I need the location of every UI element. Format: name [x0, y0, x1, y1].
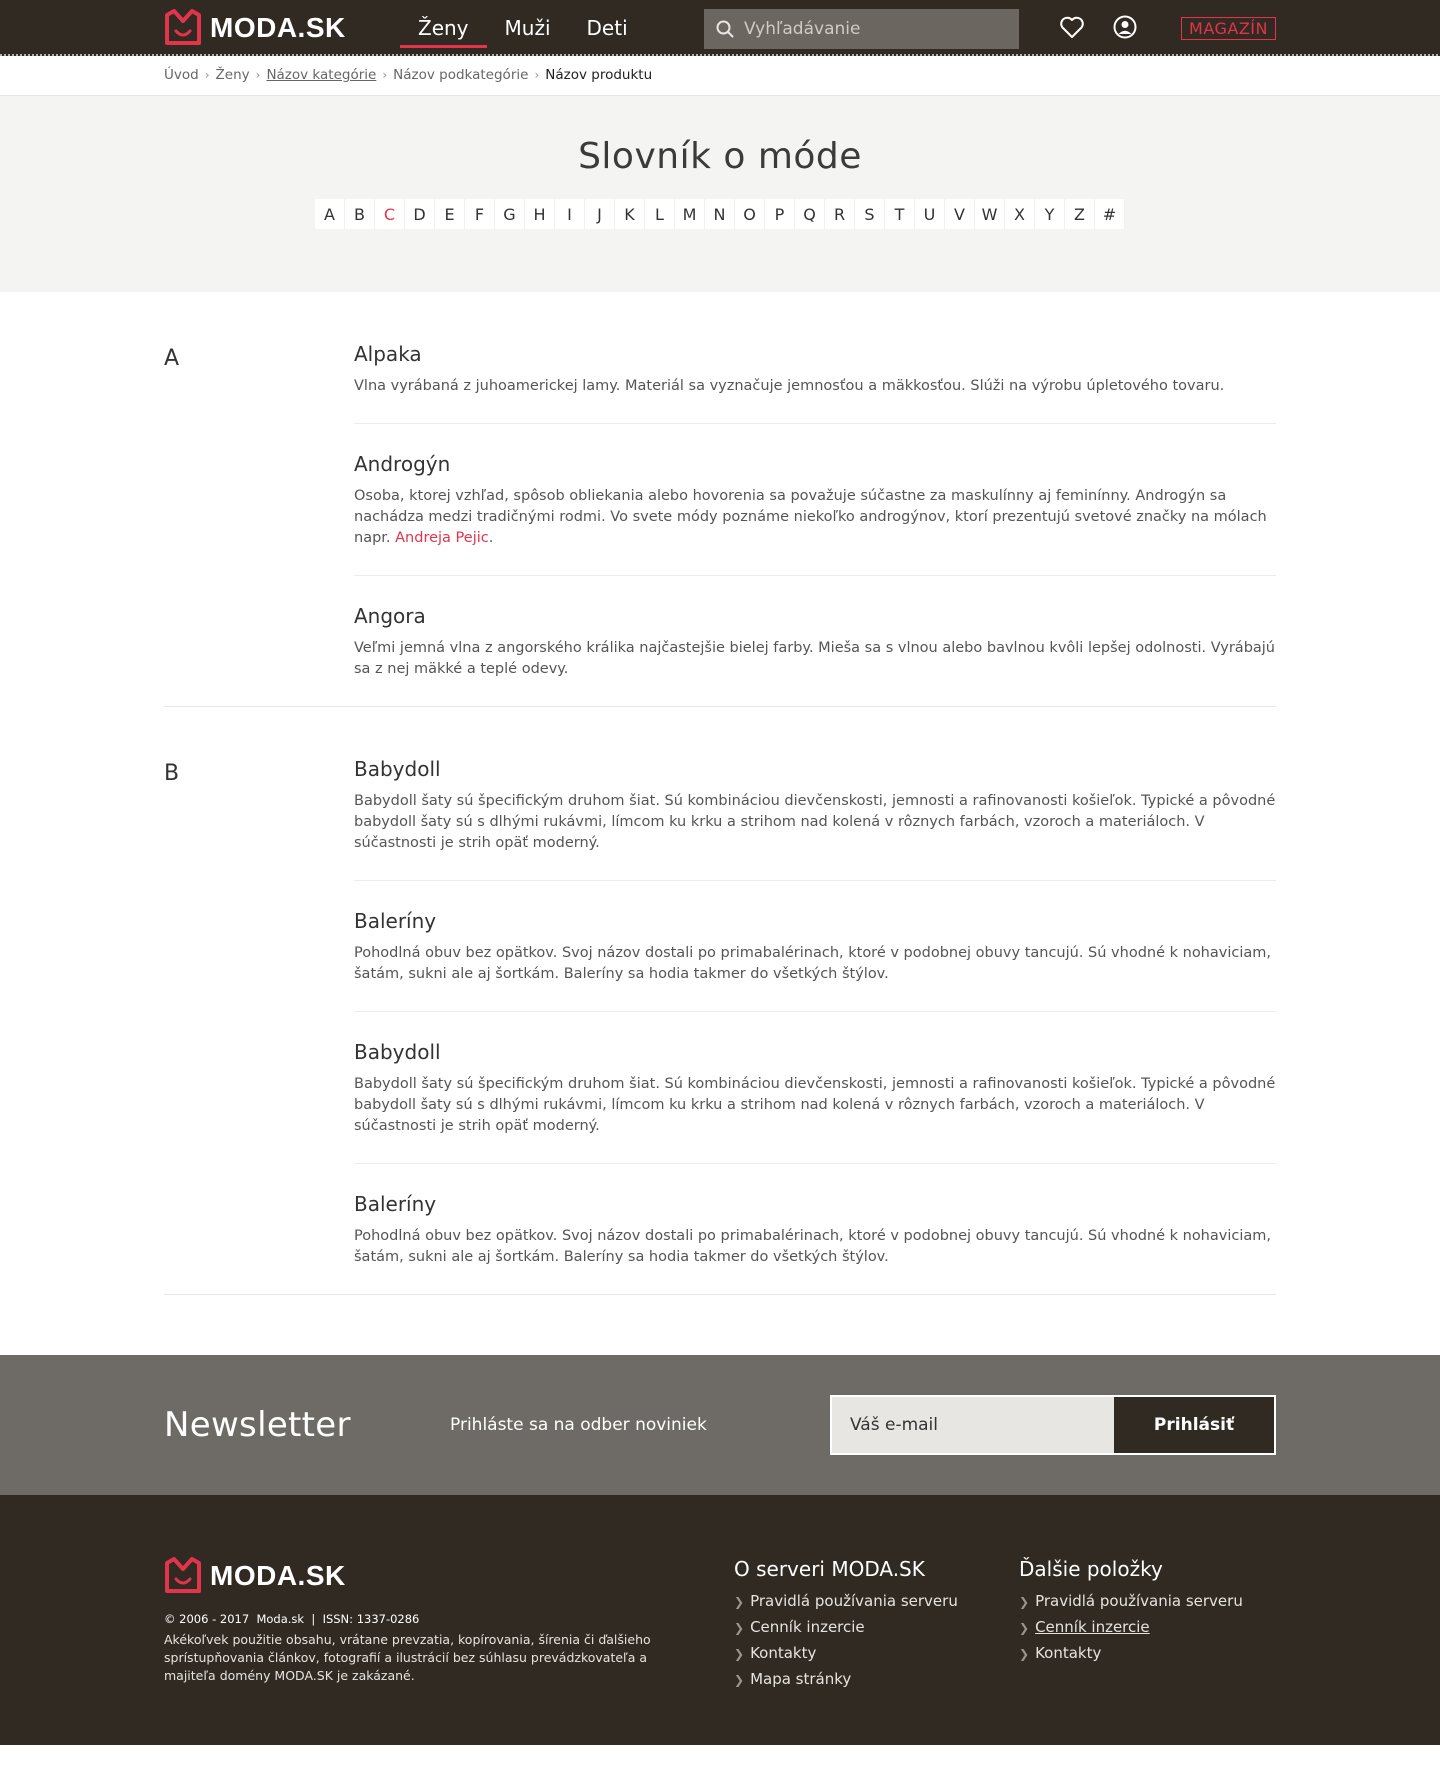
alphabet-letter[interactable]: #: [1095, 199, 1125, 229]
alphabet-letter[interactable]: S: [855, 199, 885, 229]
glossary-hero: [0, 96, 1440, 292]
glossary-term: [354, 909, 1276, 1012]
alphabet-letter[interactable]: I: [555, 199, 585, 229]
footer-link[interactable]: ❯ Pravidlá používania serveru: [1019, 1592, 1243, 1610]
footer-logo[interactable]: [164, 1557, 346, 1595]
term-title: Baleríny: [354, 1192, 437, 1216]
footer-link[interactable]: ❯ Kontakty: [734, 1644, 817, 1662]
footer-legal: Akékoľvek použitie obsahu, vrátane prevzatia, kopírovania, šírenia či ďalšieho sprístupňovania článkov, fotografií a ilustrácií bez súhlasu prevádzkovateľa a majiteľa domény MODA.SK je zakázané.: [164, 1632, 651, 1683]
term-description: Babydoll šaty sú špecifickým druhom šiat. Sú kombináciou dievčenskosti, jemnosti a rafinovanosti košieľok. Typické a pôvodné babydoll šaty sú s dlhými rukávmi, límcom ku krku a strihom nad kolená v rôznych farbách, vzoroch a materiáloch. V súčastnosti je strih opäť moderný.: [354, 793, 1276, 851]
chevron-right-icon: ❯: [1019, 1647, 1030, 1661]
alphabet-letter[interactable]: P: [765, 199, 795, 229]
term-list: [354, 757, 1276, 1294]
chevron-right-icon: ›: [255, 68, 261, 82]
alphabet-letter[interactable]: T: [885, 199, 915, 229]
footer-copyright: © 2006 - 2017 Moda.sk | ISSN: 1337-0286: [164, 1612, 420, 1626]
term-list: [354, 342, 1276, 706]
footer-link[interactable]: ❯ Cenník inzercie: [734, 1618, 865, 1636]
alphabet-letter[interactable]: K: [615, 199, 645, 229]
chevron-right-icon: ›: [534, 68, 540, 82]
alphabet-letter[interactable]: X: [1005, 199, 1035, 229]
glossary-section: [164, 757, 1276, 1295]
alphabet-letter[interactable]: F: [465, 199, 495, 229]
term-description: Vlna vyrábaná z juhoamerickej lamy. Materiál sa vyznačuje jemnosťou a mäkkosťou. Slúži na výrobu úpletového tovaru.: [354, 378, 1225, 394]
term-title: Baleríny: [354, 909, 437, 933]
glossary-term: [354, 452, 1276, 576]
heart-icon[interactable]: [1059, 15, 1085, 39]
alphabet-letter[interactable]: U: [915, 199, 945, 229]
chevron-right-icon: ❯: [734, 1647, 745, 1661]
term-description: Babydoll šaty sú špecifickým druhom šiat. Sú kombináciou dievčenskosti, jemnosti a rafinovanosti košieľok. Typické a pôvodné babydoll šaty sú s dlhými rukávmi, límcom ku krku a strihom nad kolená v rôznych farbách, vzoroch a materiáloch. V súčastnosti je strih opäť moderný.: [354, 1076, 1276, 1134]
term-description: Pohodlná obuv bez opätkov. Svoj názov dostali po primabalérinach, ktoré v podobnej obuvy tancujú. Sú vhodné k nohaviciam, šatám, sukni ale aj šortkám. Baleríny sa hodia takmer do všetkých štýlov.: [354, 945, 1271, 982]
alphabet-letter[interactable]: Q: [795, 199, 825, 229]
chevron-right-icon: ❯: [734, 1673, 745, 1687]
alphabet-letter[interactable]: L: [645, 199, 675, 229]
user-icon[interactable]: [1113, 15, 1137, 39]
alphabet-letter[interactable]: N: [705, 199, 735, 229]
alphabet-letter[interactable]: W: [975, 199, 1005, 229]
breadcrumb-item-uvod[interactable]: Úvod: [164, 67, 199, 83]
section-letter: A: [164, 346, 180, 371]
footer-link[interactable]: ❯ Pravidlá používania serveru: [734, 1592, 958, 1610]
newsletter-email-input[interactable]: [832, 1397, 1114, 1453]
footer-col-about: [734, 1557, 958, 1693]
breadcrumb-item-category[interactable]: Názov kategórie: [266, 67, 377, 83]
term-description: Veľmi jemná vlna z angorského králika najčastejšie bielej farby. Mieša sa s vlnou alebo bavlnou kvôli lepšej odolnosti. Vyrábajú sa z nej mäkké a teplé odevy.: [354, 640, 1275, 677]
breadcrumb-item-subcategory[interactable]: Názov podkategórie: [393, 67, 529, 83]
alphabet-letter[interactable]: M: [675, 199, 705, 229]
newsletter-text: Prihláste sa na odber noviniek: [450, 1415, 707, 1435]
logo-text: MODA.SK: [210, 12, 346, 43]
breadcrumb-item-zeny[interactable]: Ženy: [215, 67, 250, 83]
glossary-list: [164, 292, 1276, 1295]
glossary-term: [354, 342, 1276, 424]
alphabet-letter[interactable]: B: [345, 199, 375, 229]
magazin-button[interactable]: MAGAZÍN: [1181, 17, 1276, 40]
glossary-term: [354, 604, 1276, 706]
alphabet-filter: [315, 199, 1125, 229]
site-footer: [0, 1495, 1440, 1745]
glossary-section: [164, 342, 1276, 707]
term-title: Babydoll: [354, 1040, 441, 1064]
main-nav: [400, 0, 646, 56]
page-title: Slovník o móde: [578, 136, 862, 177]
site-logo[interactable]: [164, 9, 400, 47]
moda-logo-icon: [164, 1557, 202, 1595]
alphabet-letter[interactable]: A: [315, 199, 345, 229]
alphabet-letter[interactable]: Z: [1065, 199, 1095, 229]
search-icon[interactable]: [716, 20, 734, 38]
nav-item-muzi[interactable]: Muži: [504, 16, 551, 40]
glossary-term: [354, 1040, 1276, 1164]
term-link[interactable]: Andreja Pejic: [395, 530, 489, 546]
term-title: Angora: [354, 604, 426, 628]
site-header: [0, 0, 1440, 56]
alphabet-letter[interactable]: J: [585, 199, 615, 229]
term-description: Osoba, ktorej vzhľad, spôsob obliekania alebo hovorenia sa považuje súčastne za maskulínny aj feminínny. Androgýn sa nachádza medzi tradičnými rodmi. Vo svete módy poznáme niekoľko androgýnov, ktorí prezentujú svetové značky na mólach napr. Andreja Pejic.: [354, 488, 1267, 546]
glossary-term: [354, 1192, 1276, 1294]
newsletter-form: [830, 1395, 1276, 1455]
chevron-right-icon: ›: [204, 68, 210, 82]
footer-link[interactable]: ❯ Mapa stránky: [734, 1670, 852, 1688]
chevron-right-icon: ❯: [1019, 1595, 1030, 1609]
newsletter-title: Newsletter: [164, 1405, 351, 1445]
alphabet-letter[interactable]: R: [825, 199, 855, 229]
breadcrumb: [0, 56, 1440, 96]
search-input[interactable]: [744, 19, 994, 39]
chevron-right-icon: ❯: [734, 1595, 745, 1609]
footer-logo-text: MODA.SK: [210, 1560, 346, 1591]
term-title: Alpaka: [354, 342, 422, 366]
term-description: Pohodlná obuv bez opätkov. Svoj názov dostali po primabalérinach, ktoré v podobnej obuvy tancujú. Sú vhodné k nohaviciam, šatám, sukni ale aj šortkám. Baleríny sa hodia takmer do všetkých štýlov.: [354, 1228, 1271, 1265]
footer-col-more: [1019, 1557, 1243, 1667]
breadcrumb-item-current: Názov produktu: [545, 67, 653, 83]
alphabet-letter[interactable]: O: [735, 199, 765, 229]
footer-link[interactable]: ❯ Cenník inzercie: [1019, 1618, 1150, 1636]
nav-item-zeny[interactable]: Ženy: [400, 0, 487, 56]
chevron-right-icon: ❯: [1019, 1621, 1030, 1635]
alphabet-letter[interactable]: G: [495, 199, 525, 229]
footer-link[interactable]: ❯ Kontakty: [1019, 1644, 1102, 1662]
nav-item-deti[interactable]: Deti: [586, 16, 628, 40]
chevron-right-icon: ❯: [734, 1621, 745, 1635]
alphabet-letter[interactable]: D: [405, 199, 435, 229]
search-box: [704, 9, 1019, 49]
term-title: Babydoll: [354, 757, 441, 781]
glossary-term: [354, 757, 1276, 881]
newsletter-submit-button[interactable]: Prihlásiť: [1114, 1397, 1274, 1453]
alphabet-letter[interactable]: V: [945, 199, 975, 229]
moda-logo-icon: [164, 9, 202, 47]
footer-col-title: Ďalšie položky: [1019, 1557, 1163, 1581]
alphabet-letter[interactable]: Y: [1035, 199, 1065, 229]
alphabet-letter[interactable]: E: [435, 199, 465, 229]
alphabet-letter[interactable]: H: [525, 199, 555, 229]
newsletter-section: [0, 1355, 1440, 1495]
term-title: Androgýn: [354, 452, 451, 476]
chevron-right-icon: ›: [382, 68, 388, 82]
footer-col-title: O serveri MODA.SK: [734, 1557, 925, 1581]
alphabet-letter[interactable]: C: [375, 199, 405, 229]
section-letter: B: [164, 761, 180, 786]
